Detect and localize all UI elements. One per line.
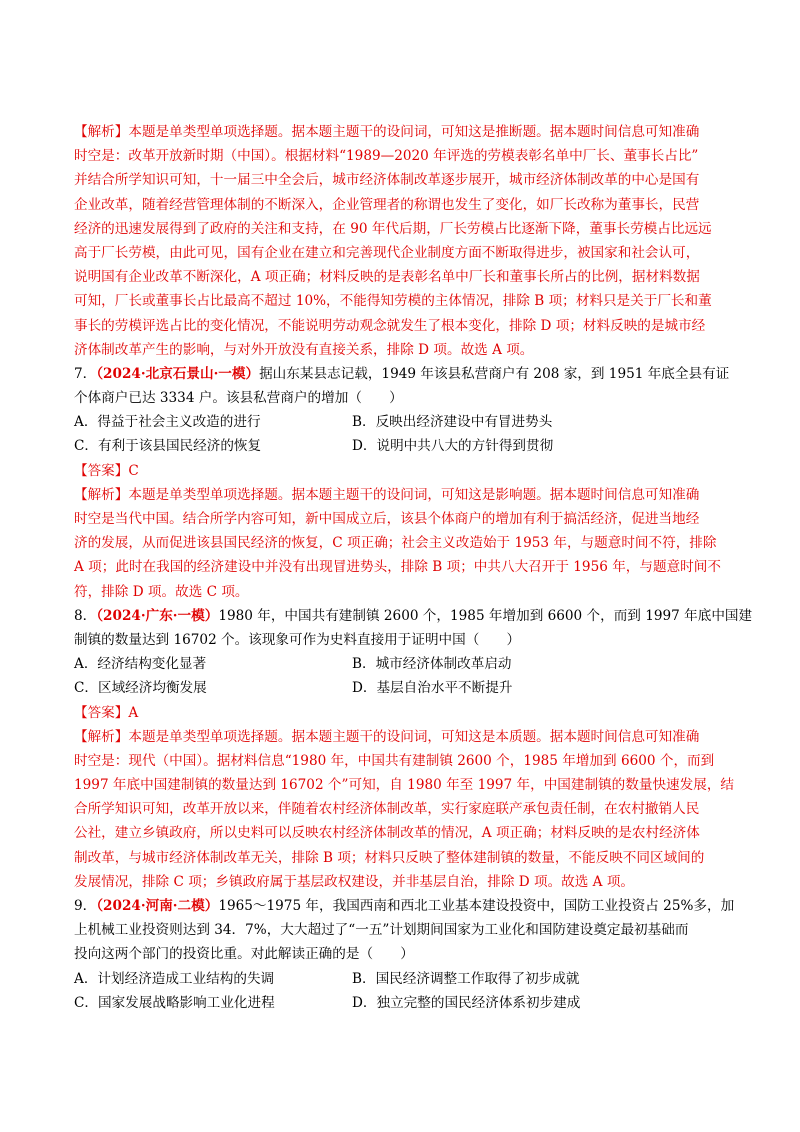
option-c: C．有利于该县国民经济的恢复 xyxy=(74,438,262,455)
question-number: 8． xyxy=(74,607,97,624)
question-stem-line xyxy=(74,894,734,918)
analysis-line: 时空是当代中国。结合所学内容可知，新中国成立后，该县个体商户的增加有利于搞活经济，促进当地经 xyxy=(74,511,700,527)
analysis-line: 企业改革，随着经营管理体制的不断深入，企业管理者的称谓也发生了变化，如厂长改称为董事长，民营 xyxy=(74,196,700,213)
analysis-line: 可知，厂长或董事长占比最高不超过 10%，不能得知劳模的主体情况，排除 B 项；材料只是关于厂长和董 xyxy=(74,293,712,310)
analysis-line: 济体制改革产生的影响，与对外开放没有直接关系，排除 D 项。故选 A 项。 xyxy=(74,341,534,358)
question-text: 据山东某县志记载，1949 年该县私营商户有 208 家，到 1951 年底全县有证 xyxy=(259,365,730,382)
option-a: A．计划经济造成工业结构的失调 xyxy=(74,970,275,987)
analysis-line: 济的发展，从而促进该县国民经济的恢复，C 项正确；社会主义改造始于 1953 年，与题意时间不符，排除 xyxy=(74,535,717,552)
option-c: C．区域经济均衡发展 xyxy=(74,680,207,697)
question-stem-line: 个体商户已达 3334 户。该县私营商户的增加（ ） xyxy=(74,390,403,407)
option-d: D．说明中共八大的方针得到贯彻 xyxy=(352,438,554,455)
question-text: 1965～1975 年，我国西南和西北工业基本建设投资中，国防工业投资占 25%多，加 xyxy=(218,898,735,914)
option-d: D．独立完整的国民经济体系初步建成 xyxy=(352,994,581,1011)
question-source: （2024·北京石景山·一模） xyxy=(96,365,260,382)
analysis-line: 高于厂长劳模，由此可见，国有企业在建立和完善现代企业制度方面不断取得进步，被国家和社会认可， xyxy=(74,244,700,261)
option-b: B．城市经济体制改革启动 xyxy=(352,656,512,673)
options-row xyxy=(74,967,734,991)
question-8 xyxy=(74,604,753,701)
options-row xyxy=(74,410,734,434)
analysis-line: 发展情况，排除 C 项；乡镇政府属于基层政权建设，并非基层自治，排除 D 项。故选 A 项。 xyxy=(74,873,635,890)
option-b: B．反映出经济建设中有冒进势头 xyxy=(352,414,553,431)
option-a: A．得益于社会主义改造的进行 xyxy=(74,414,261,431)
options-row xyxy=(74,991,734,1015)
option-b: B．国民经济调整工作取得了初步成就 xyxy=(352,970,580,987)
question-text: 1980 年，中国共有建制镇 2600 个，1985 年增加到 6600 个，而到 1997 年底中国建 xyxy=(218,607,753,624)
question-number: 9． xyxy=(74,898,97,914)
option-a: A．经济结构变化显著 xyxy=(74,656,207,673)
analysis-line: 时空是：改革开放新时期（中国）。根据材料“1989—2020 年评选的劳模表彰名单中厂长、董事长占比” xyxy=(74,148,699,165)
answer-line: 【答案】C xyxy=(74,462,139,479)
question-stem-line: 投向这两个部门的投资比重。对此解读正确的是（ ） xyxy=(74,946,414,963)
analysis-line: 事长的劳模评选占比的变化情况，不能说明劳动观念就发生了根本变化，排除 D 项；材料反映的是城市经 xyxy=(74,317,706,334)
options-row xyxy=(74,652,734,676)
question-source: （2024·河南·二模） xyxy=(96,898,219,914)
question-stem-line xyxy=(74,362,734,386)
analysis-block xyxy=(74,120,734,362)
question-stem-line: 制镇的数量达到 16702 个。该现象可作为史料直接用于证明中国（ ） xyxy=(74,631,521,648)
option-d: D．基层自治水平不断提升 xyxy=(352,680,513,697)
analysis-line: A 项；此时在我国的经济建设中并没有出现冒进势头，排除 B 项；中共八大召开于 1956 年，与题意时间不 xyxy=(74,559,721,576)
options-row xyxy=(74,434,734,458)
analysis-line: 公社，建立乡镇政府，所以史料可以反映农村经济体制改革的情况，A 项正确；材料反映的是农村经济体 xyxy=(74,825,700,842)
question-number: 7． xyxy=(74,365,97,382)
analysis-line: 【解析】本题是单类型单项选择题。据本题主题干的设问词，可知这是推断题。据本题时间信息可知准确 xyxy=(74,124,700,140)
analysis-line: 合所学知识可知，改革开放以来，伴随着农村经济体制改革，实行家庭联产承包责任制，在农村撤销人民 xyxy=(74,801,700,818)
analysis-line: 【解析】本题是单类型单项选择题。据本题主题干的设问词，可知这是本质题。据本题时间信息可知准确 xyxy=(74,728,700,745)
analysis-line: 制改革，与城市经济体制改革无关，排除 B 项；材料只反映了整体建制镇的数量，不能反映不同区域间的 xyxy=(74,849,705,866)
analysis-line: 时空是：现代（中国）。据材料信息“1980 年，中国共有建制镇 2600 个，1985 年增加到 6600 个，而到 xyxy=(74,752,715,769)
analysis-line: 1997 年底中国建制镇的数量达到 16702 个”可知，自 1980 年至 1997 年，中国建制镇的数量快速发展，结 xyxy=(74,777,735,794)
question-source: （2024·广东·一模） xyxy=(96,607,219,624)
analysis-line: 并结合所学知识可知，十一届三中全会后，城市经济体制改革逐步展开，城市经济体制改革的中心是国有 xyxy=(74,172,700,189)
question-stem-line xyxy=(74,604,753,628)
options-row xyxy=(74,676,734,700)
analysis-line: 说明国有企业改革不断深化，A 项正确；材料反映的是表彰名单中厂长和董事长所占的比例，据材料数据 xyxy=(74,269,700,286)
analysis-line: 【解析】本题是单类型单项选择题。据本题主题干的设问词，可知这是影响题。据本题时间信息可知准确 xyxy=(74,486,700,503)
analysis-line: 符，排除 D 项。故选 C 项。 xyxy=(74,583,249,600)
question-7 xyxy=(74,362,734,459)
analysis-block xyxy=(74,483,734,604)
document-page xyxy=(74,120,753,1015)
option-c: C．国家发展战略影响工业化进程 xyxy=(74,994,275,1011)
question-9 xyxy=(74,894,734,1015)
analysis-line: 经济的迅速发展得到了政府的关注和支持，在 90 年代后期，厂长劳模占比逐渐下降，董事长劳模占比远远 xyxy=(74,220,712,237)
analysis-block xyxy=(74,725,734,894)
question-stem-line: 上机械工业投资则达到 34．7%，大大超过了“一五”计划期间国家为工业化和国防建设奠定最初基础而 xyxy=(74,922,689,939)
answer-line: 【答案】A xyxy=(74,704,139,721)
